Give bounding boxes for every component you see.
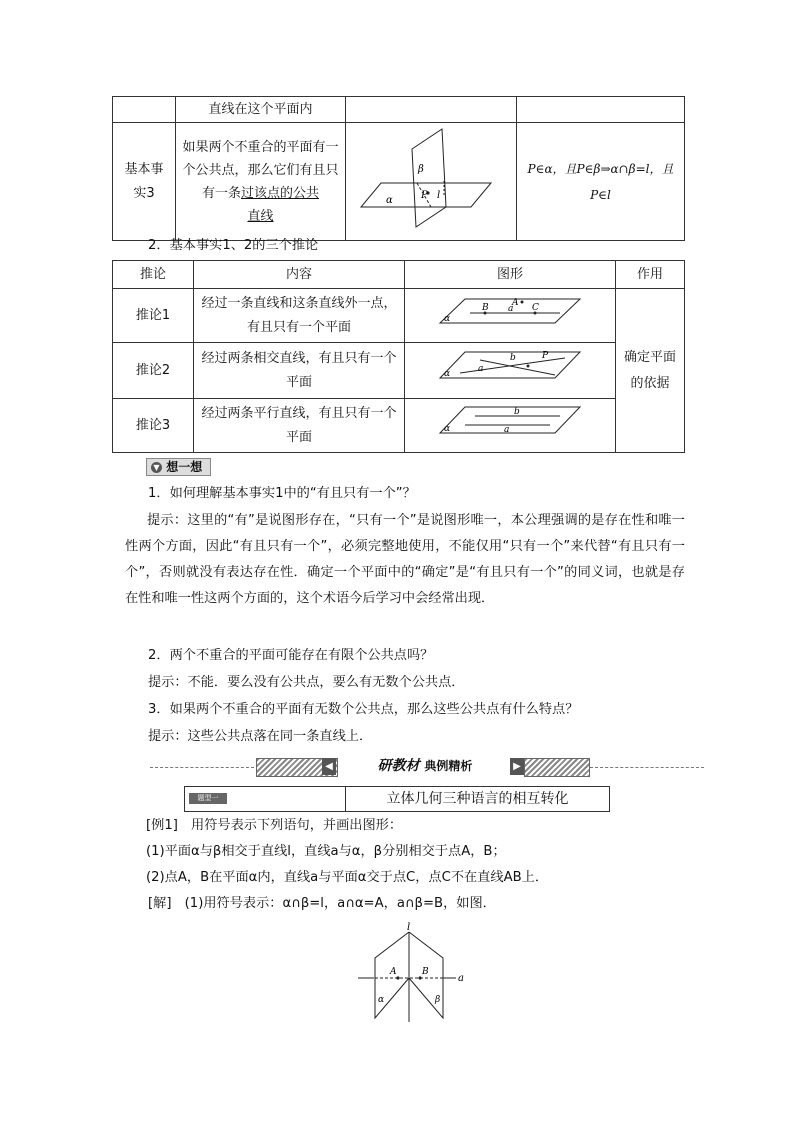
fig3-label-a: a [504, 425, 510, 435]
corollary1-label: 推论1 [113, 289, 194, 343]
banner-line-right [590, 767, 704, 768]
banner-right-decor [524, 758, 590, 777]
corollary2-label: 推论2 [113, 343, 194, 399]
table1-row1-content: 如果两个不重合的平面有一个公共点，那么它们有且只有一条过该点的公共 直线 [176, 123, 346, 241]
basic-fact-table [112, 96, 685, 241]
corollary2-figure [405, 343, 616, 399]
bottom-fig-a: a [458, 973, 464, 984]
bottom-fig-alpha: α [378, 995, 385, 1005]
table1-empty-symbol [517, 97, 685, 123]
fig-label-l: l [437, 190, 441, 201]
corollary-table [112, 260, 685, 453]
bottom-fig-l: l [407, 922, 411, 933]
fig-label-beta: β [418, 164, 424, 175]
line-and-point-plane-figure [430, 291, 590, 331]
answer-1: 提示：这里的“有”是说图形存在，“只有一个”是说图形唯一，本公理强调的是存在性和唯一性两个方面，因此“有且只有一个”，必须完整地使用，不能仅用“只有一个”来代替“有且只有一个”，否则就没有表达存在性．确定一个平面中的“确定”是“有且只有一个”的同义词，也就是存在性和唯一性这两个方面的，这个术语今后学习中会经常出现． [125, 513, 685, 606]
fig1-label-B: B [482, 303, 489, 313]
two-planes-line-figure [350, 920, 470, 1022]
fig1-label-C: C [532, 303, 539, 313]
bottom-fig-beta: β [435, 995, 441, 1005]
section2-title: 2．基本事实1、2的三个推论 [148, 238, 319, 253]
corollary1-figure [405, 289, 616, 343]
example-item-1: (1)平面α与β相交于直线l，直线a与α，β分别相交于点A，B； [146, 844, 506, 859]
header-figure: 图形 [405, 261, 616, 289]
question-1: 1．如何理解基本事实1中的“有且只有一个”？ [148, 486, 416, 501]
table1-figure-cell [346, 123, 517, 241]
fig2-label-P: P [542, 351, 549, 361]
corollary3-figure [405, 399, 616, 453]
topic-title: 立体几何三种语言的相互转化 [386, 791, 569, 807]
fig2-label-b: b [510, 353, 516, 363]
header-content: 内容 [194, 261, 405, 289]
header-role: 作用 [616, 261, 685, 289]
banner-left-arrow: ◀ [322, 758, 336, 775]
fig-label-p: P [421, 190, 428, 201]
chevron-down-icon: ▼ [151, 462, 162, 473]
fig1-label-alpha: α [444, 314, 451, 324]
table1-row1-symbol: P∈α，且P∈β⇒α∩β=l，且P∈l [517, 123, 685, 241]
fig2-label-a: a [478, 364, 484, 374]
banner-right-arrow: ▶ [510, 758, 524, 775]
topic-box [184, 786, 610, 812]
example-solution: [解] (1)用符号表示：α∩β=l，a∩α=A，a∩β=B，如图． [148, 896, 496, 911]
bottom-fig-B: B [422, 967, 429, 977]
intersecting-planes-figure [346, 123, 516, 231]
answer-3: 提示：这些公共点落在同一条直线上． [148, 729, 373, 744]
corollary3-content: 经过两条平行直线，有且只有一个平面 [194, 399, 405, 453]
question-2: 2．两个不重合的平面可能存在有限个公共点吗？ [148, 648, 434, 663]
think-tag: ▼ 想一想 [146, 458, 211, 476]
topic-tag: 题型一 [189, 793, 227, 804]
answer-2: 提示：不能．要么没有公共点，要么有无数个公共点． [148, 675, 465, 690]
table1-row0-content: 直线在这个平面内 [176, 97, 346, 123]
banner-line-left [150, 767, 254, 768]
example-title: [例1] 用符号表示下列语句，并画出图形： [146, 818, 403, 833]
fig1-label-A: A [512, 298, 519, 308]
corollary1-content: 经过一条直线和这条直线外一点，有且只有一个平面 [194, 289, 405, 343]
role-cell: 确定平面的依据 [616, 289, 685, 453]
banner-title-right: 典例精析 [424, 759, 473, 773]
fig2-label-alpha: α [444, 369, 451, 379]
intersecting-lines-plane-figure [430, 346, 590, 386]
fig-label-alpha: α [386, 195, 393, 206]
example-item-2: (2)点A，B在平面α内，直线a与平面α交于点C，点C不在直线AB上． [146, 870, 549, 885]
corollary2-content: 经过两条相交直线，有且只有一个平面 [194, 343, 405, 399]
table1-empty-fig [346, 97, 517, 123]
fig3-label-alpha: α [444, 424, 451, 434]
fig1-label-a: a [508, 304, 514, 314]
header-corollary: 推论 [113, 261, 194, 289]
table1-row1-label: 基本事实3 [113, 123, 176, 241]
fig3-label-b: b [514, 407, 520, 417]
corollary3-label: 推论3 [113, 399, 194, 453]
parallel-lines-plane-figure [430, 401, 590, 441]
question-3: 3．如果两个不重合的平面有无数个公共点，那么这些公共点有什么特点？ [148, 702, 579, 717]
bottom-fig-A: A [390, 967, 397, 977]
table1-empty-label [113, 97, 176, 123]
banner-title [350, 756, 500, 776]
banner-title-left: 研教材 [377, 758, 420, 774]
